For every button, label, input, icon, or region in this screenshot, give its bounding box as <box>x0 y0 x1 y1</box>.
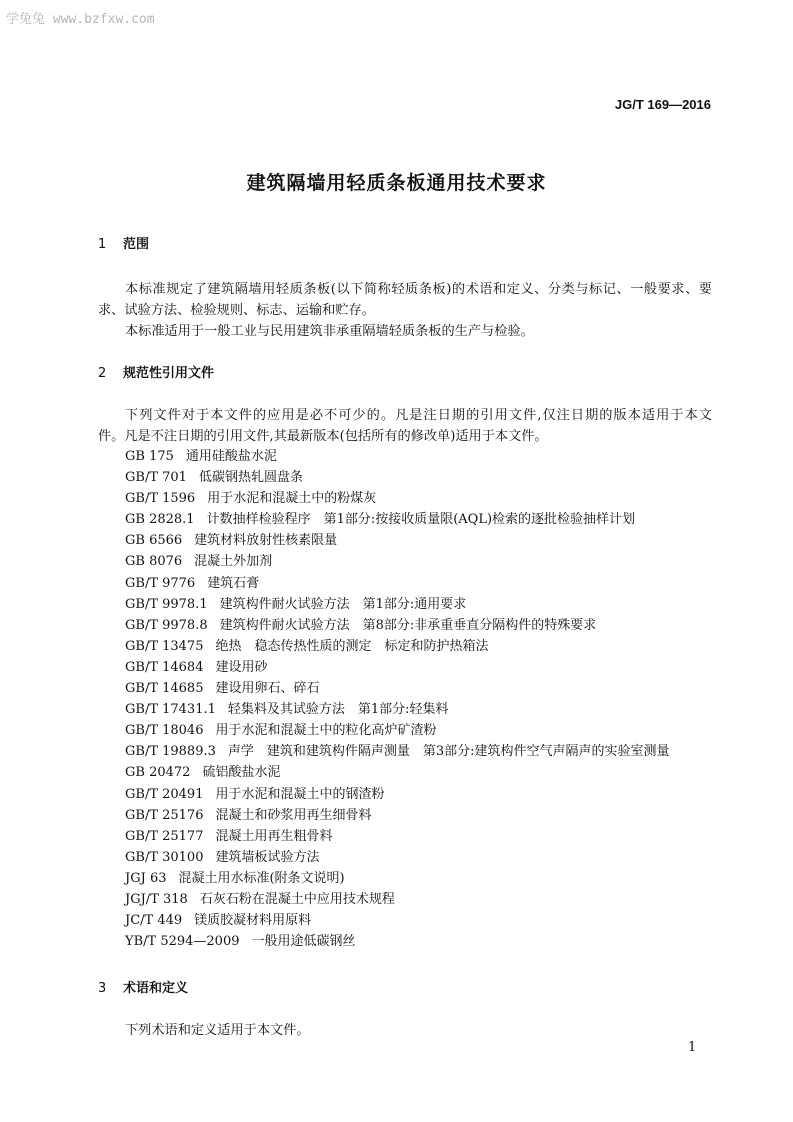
reference-title: 计数抽样检验程序 第1部分:按接收质量限(AQL)检索的逐批检验抽样计划 <box>206 512 636 528</box>
reference-code: GB 20472 <box>125 765 191 781</box>
section-title: 术语和定义 <box>123 981 189 996</box>
reference-item <box>125 762 670 783</box>
reference-code: GB/T 20491 <box>125 786 204 802</box>
reference-item <box>125 931 670 952</box>
section-number: 2 <box>98 366 107 381</box>
reference-item <box>125 741 670 762</box>
section-heading-terms <box>98 977 188 996</box>
section-title: 规范性引用文件 <box>123 366 215 381</box>
reference-item <box>125 594 670 615</box>
reference-item <box>125 720 670 741</box>
section-title: 范围 <box>123 237 150 252</box>
reference-code: GB/T 25176 <box>125 807 204 823</box>
reference-code: GB 2828.1 <box>125 512 195 528</box>
reference-code: GB 6566 <box>125 533 183 549</box>
reference-code: GB 175 <box>125 449 174 464</box>
reference-code: GB/T 18046 <box>125 723 204 739</box>
reference-code: GB/T 14685 <box>125 681 204 697</box>
reference-title: 用于水泥和混凝土中的粒化高炉矿渣粉 <box>215 723 437 739</box>
reference-code: JC/T 449 <box>125 913 183 929</box>
reference-title: 镁质胶凝材料用原料 <box>194 913 312 929</box>
reference-title: 建筑构件耐火试验方法 第1部分:通用要求 <box>219 596 467 612</box>
reference-item <box>125 784 670 805</box>
reference-title: 建筑材料放射性核素限量 <box>194 533 338 549</box>
reference-title: 硫铝酸盐水泥 <box>202 765 281 781</box>
reference-item <box>125 615 670 636</box>
reference-code: GB/T 30100 <box>125 849 204 865</box>
reference-title: 一般用途低碳钢丝 <box>251 934 356 950</box>
reference-code: JGJ 63 <box>125 870 167 886</box>
reference-title: 用于水泥和混凝土中的粉煤灰 <box>207 491 377 507</box>
terms-intro: 下列术语和定义适用于本文件。 <box>125 1023 310 1038</box>
scope-line: 求、试验方法、检验规则、标志、运输和贮存。 <box>98 303 375 318</box>
section-number: 1 <box>98 237 107 252</box>
reference-title: 混凝土外加剂 <box>194 554 273 570</box>
reference-item <box>125 868 670 889</box>
reference-item <box>125 657 670 678</box>
reference-code: GB/T 9978.8 <box>125 617 208 633</box>
reference-item <box>125 467 670 488</box>
reference-title: 低碳钢热轧圆盘条 <box>198 470 303 486</box>
reference-title: 用于水泥和混凝土中的钢渣粉 <box>215 786 385 802</box>
reference-item <box>125 678 670 699</box>
section-heading-scope <box>98 233 149 252</box>
reference-title: 混凝土和砂浆用再生细骨料 <box>215 807 372 823</box>
reference-title: 轻集料及其试验方法 第1部分:轻集料 <box>227 702 449 718</box>
references-intro-line: 件。凡是不注日期的引用文件,其最新版本(包括所有的修改单)适用于本文件。 <box>98 429 548 444</box>
reference-item <box>125 889 670 910</box>
reference-title: 混凝土用水标准(附条文说明) <box>178 870 345 886</box>
reference-item <box>125 826 670 847</box>
reference-item <box>125 805 670 826</box>
reference-title: 绝热 稳态传热性质的测定 标定和防护热箱法 <box>215 638 489 654</box>
reference-code: YB/T 5294—2009 <box>125 934 240 950</box>
reference-code: GB/T 701 <box>125 470 187 486</box>
document-number: JG/T 169—2016 <box>614 97 711 112</box>
scope-line: 本标准适用于一般工业与民用建筑非承重隔墙轻质条板的生产与检验。 <box>125 324 534 339</box>
reference-list <box>125 446 670 952</box>
reference-item <box>125 509 670 530</box>
reference-item <box>125 530 670 551</box>
reference-item <box>125 446 670 467</box>
reference-title: 石灰石粉在混凝土中应用技术规程 <box>199 891 395 907</box>
reference-item <box>125 488 670 509</box>
reference-code: GB/T 1596 <box>125 491 196 507</box>
reference-title: 通用硅酸盐水泥 <box>185 449 277 464</box>
reference-title: 建筑墙板试验方法 <box>215 849 320 865</box>
reference-title: 建筑构件耐火试验方法 第8部分:非承重垂直分隔构件的特殊要求 <box>219 617 597 633</box>
section-number: 3 <box>98 981 107 996</box>
reference-item <box>125 699 670 720</box>
reference-code: GB/T 9776 <box>125 575 196 591</box>
reference-item <box>125 573 670 594</box>
references-intro-line: 下列文件对于本文件的应用是必不可少的。凡是注日期的引用文件,仅注日期的版本适用于本文 <box>125 408 712 423</box>
reference-title: 建设用砂 <box>215 659 268 675</box>
reference-code: JGJ/T 318 <box>125 891 188 907</box>
reference-item <box>125 910 670 931</box>
reference-item <box>125 636 670 657</box>
reference-title: 声学 建筑和建筑构件隔声测量 第3部分:建筑构件空气声隔声的实验室测量 <box>227 744 670 760</box>
reference-code: GB/T 13475 <box>125 638 204 654</box>
section-heading-normative-references <box>98 362 214 381</box>
reference-code: GB 8076 <box>125 554 183 570</box>
reference-title: 建设用卵石、碎石 <box>215 681 320 697</box>
reference-code: GB/T 25177 <box>125 828 204 844</box>
document-title: 建筑隔墙用轻质条板通用技术要求 <box>246 172 547 194</box>
reference-code: GB/T 9978.1 <box>125 596 208 612</box>
reference-title: 建筑石膏 <box>207 575 260 591</box>
reference-item <box>125 551 670 572</box>
scope-line: 本标准规定了建筑隔墙用轻质条板(以下简称轻质条板)的术语和定义、分类与标记、一般要求、要 <box>125 282 712 297</box>
watermark: 学兔兔 www.bzfxw.com <box>6 12 155 27</box>
reference-code: GB/T 19889.3 <box>125 744 216 760</box>
reference-code: GB/T 17431.1 <box>125 702 216 718</box>
reference-item <box>125 847 670 868</box>
page-number: 1 <box>688 1040 697 1055</box>
reference-title: 混凝土用再生粗骨料 <box>215 828 333 844</box>
reference-code: GB/T 14684 <box>125 659 204 675</box>
